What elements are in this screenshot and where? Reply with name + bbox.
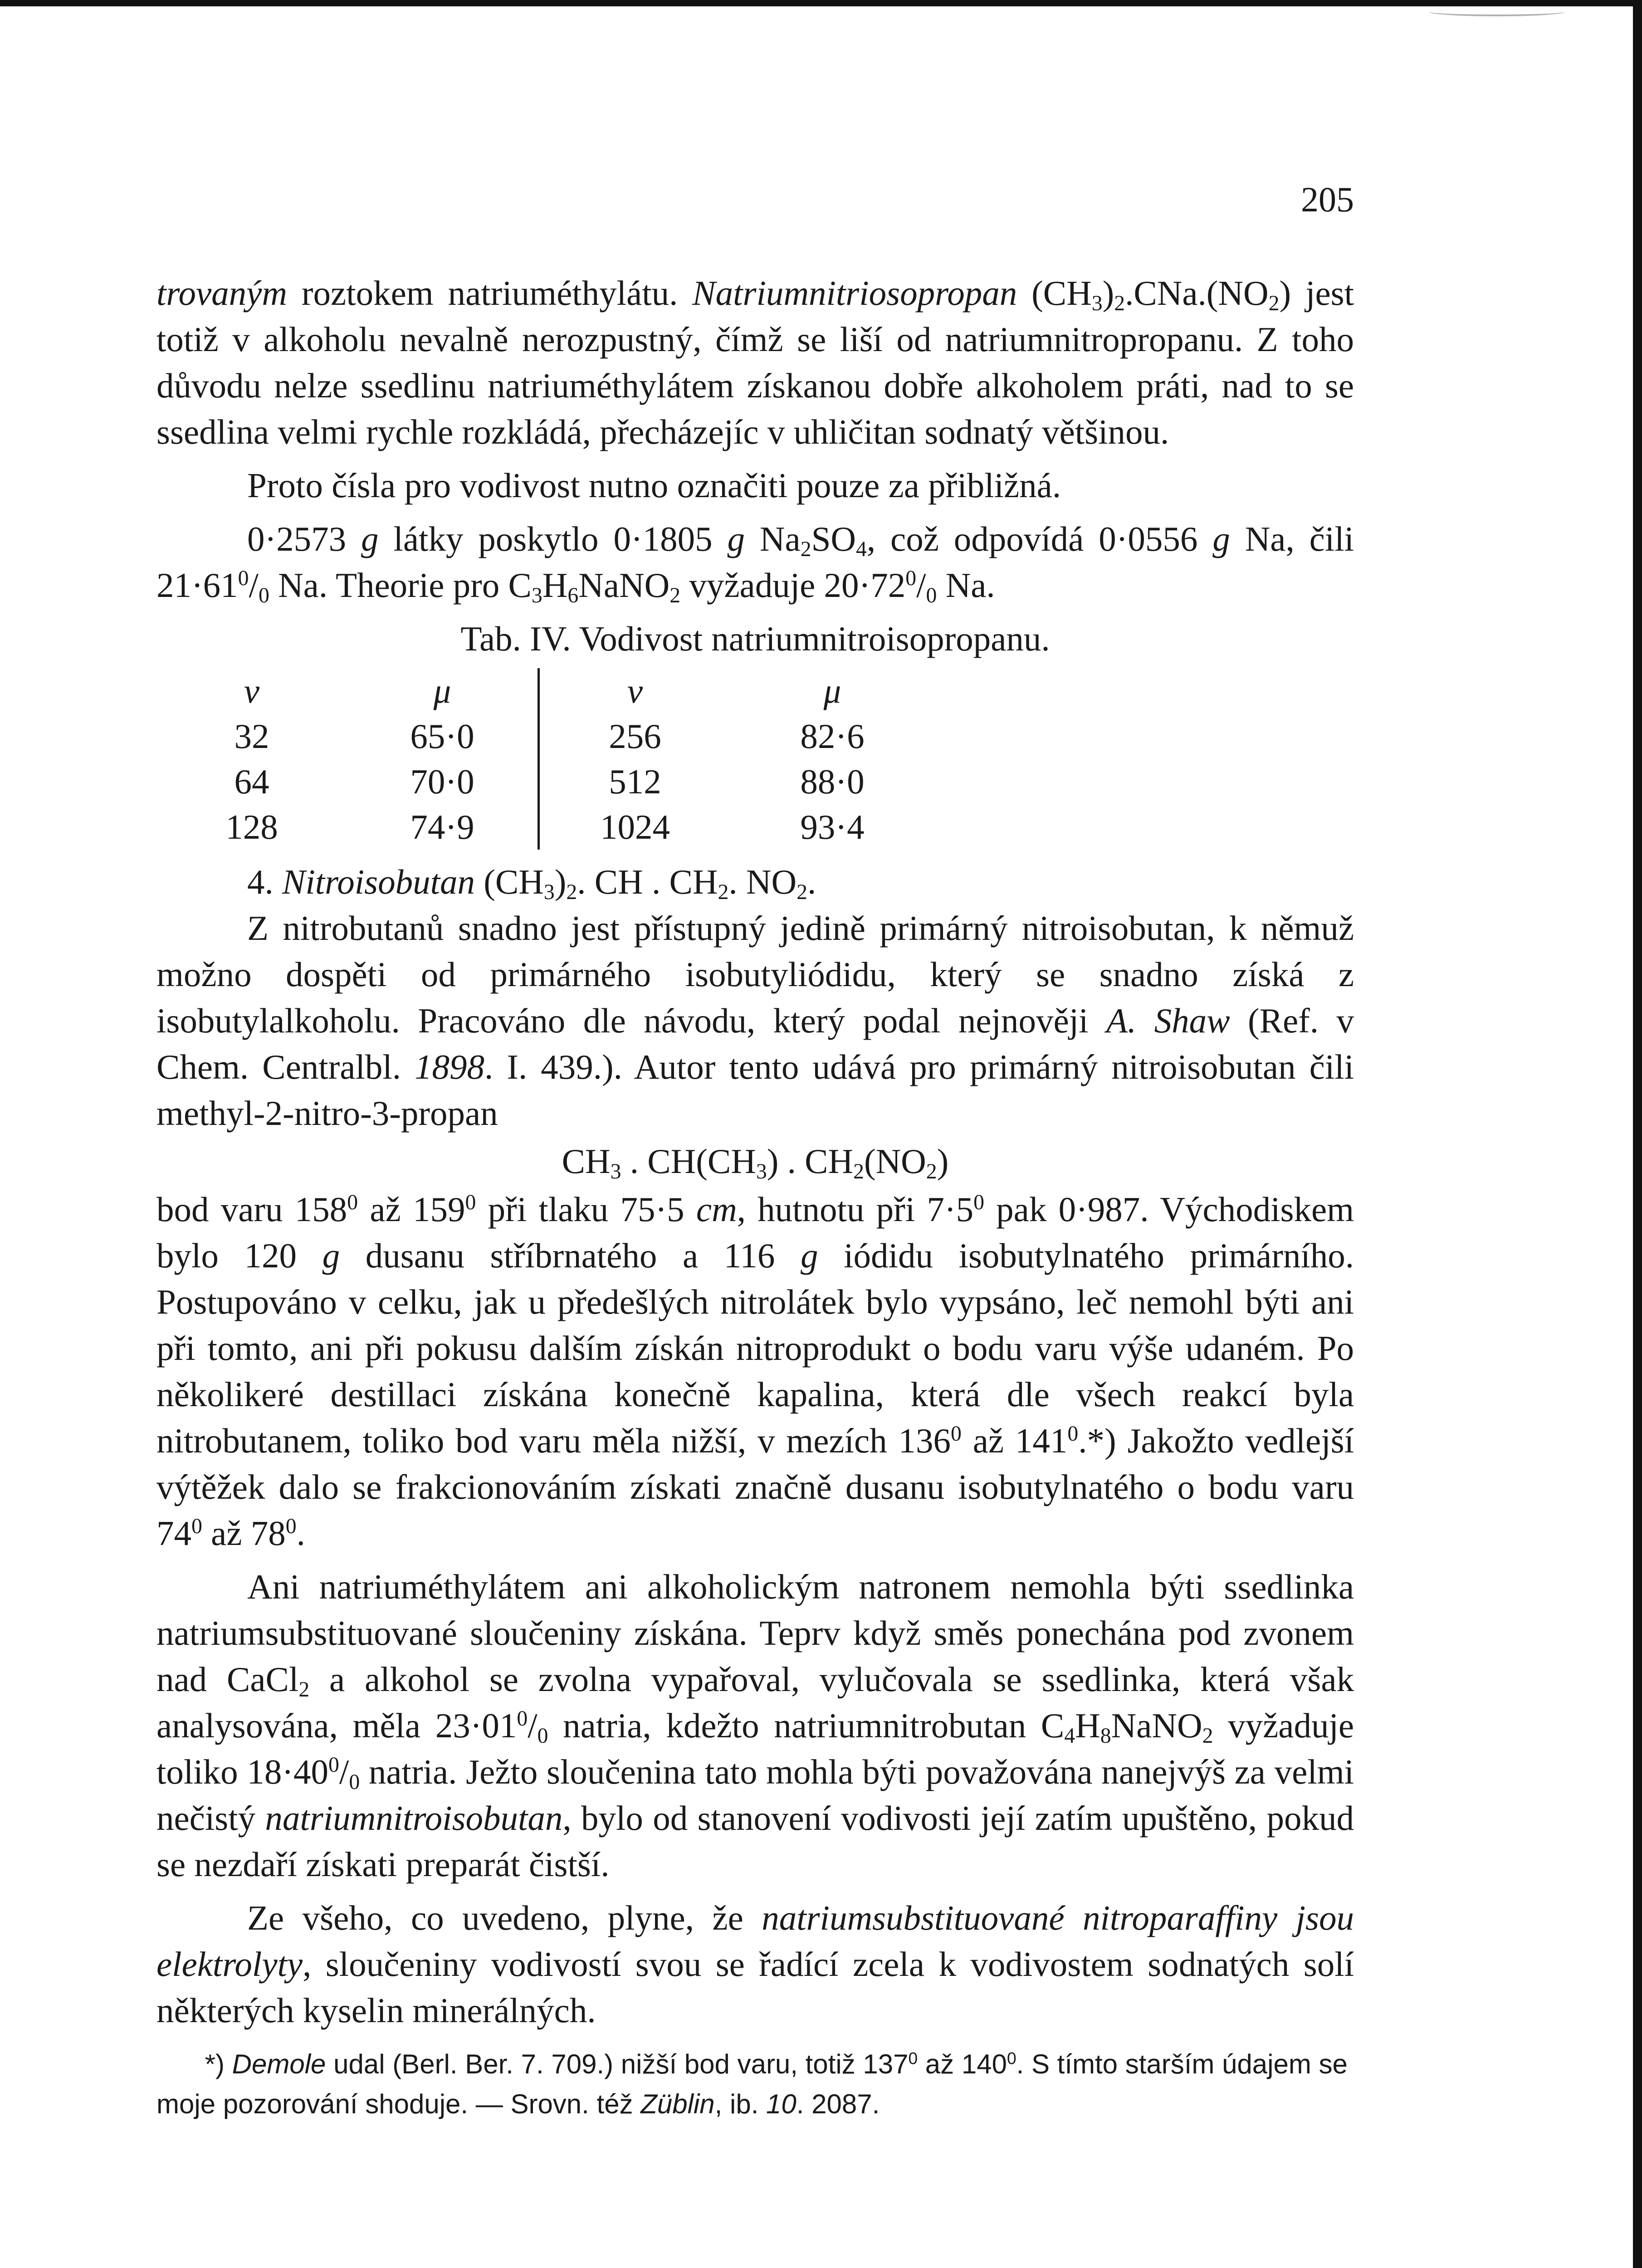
text: , hutnotu při 7·5 [737,1190,974,1229]
text: Na, čili 21·61 [156,519,1354,605]
text: . I. 439.). Autor tento udává pro primárný nitroisobutan čili methyl-2-nitro-3-propan [156,1047,1354,1133]
text: (Ref. v Chem. Centralbl. [156,1001,1354,1086]
subscript: 3 [531,583,542,607]
subscript: 2 [800,537,811,561]
subscript: 3 [543,880,555,904]
text: až 159 [358,1190,465,1229]
subscript: 2 [718,880,729,904]
subscript: 0 [258,583,269,607]
text: Na [745,519,801,558]
text: . [296,1514,305,1553]
subscript: 2 [797,880,807,904]
text: , sloučeniny vodivostí svou se řadící zcela k vodivostem sodnatých solí některých kyselin minerálných. [156,1945,1354,2030]
text: . [807,862,816,901]
superscript: 0 [328,1752,339,1777]
body-text [156,270,1354,2124]
text: roztokem natriuméthylátu. [287,274,693,313]
author-name: A. Shaw [1106,1001,1230,1040]
text: iódidu isobutylnatého primárního. Postupováno v celku, jak u předešlých nitrolátek bylo vypsáno, leč nemohl býti ani při tomto, ani při pokusu dalším získán nitroprodukt o bodu varu výše udaném. Po několikeré destillaci získána konečně kapalina, která dle všech reakcí byla nitrobutanem, toliko bod varu měla nižší, v mezích 136 [156,1236,1354,1460]
text: , bylo od stanovení vodivosti její zatím upuštěno, pokud se nezdaří získati preparát čistší. [156,1799,1354,1884]
text: vyžaduje toliko 18·40 [156,1706,1354,1791]
section-heading-4 [156,859,1354,905]
table-header-row [156,668,934,714]
superscript: 0 [191,1514,202,1538]
year: 1898 [415,1047,485,1086]
text: NaNO [578,566,670,605]
text: natria. Ježto sloučenina tato mohla býti považována nanejvýš za velmi nečistý [156,1752,1354,1838]
table-cell: 74·9 [410,807,474,846]
text: H [542,566,568,605]
text: až 78 [202,1514,286,1553]
header-v: v [244,671,260,710]
conductivity-table [156,668,934,850]
text: (CH [1017,274,1092,313]
text: látky poskytlo 0·1805 [378,519,728,558]
table-row [156,804,934,850]
text: Ani natriuméthylátem ani alkoholickým natronem nemohla býti ssedlinka natriumsubstituované sloučeniny získána. Teprv když směs ponechána pod zvonem nad CaCl [156,1567,1354,1699]
subscript: 0 [349,1769,360,1794]
scan-edge-right [1633,0,1642,2268]
text: ) . CH [767,1142,854,1181]
table-row [156,714,934,759]
text: H [1075,1706,1100,1745]
table-cell: 256 [539,714,731,759]
text: 0·2573 [247,519,362,558]
text: , což odpovídá 0·0556 [866,519,1213,558]
subscript: 2 [298,1677,310,1701]
conclusion-emphasis: natriumsubstituované nitroparaffiny jsou elektrolyty [156,1898,1354,1984]
table-cell: 65·0 [410,717,474,756]
table-cell: 88·0 [800,762,865,801]
subscript: 0 [537,1723,548,1748]
unit: g [322,1236,340,1275]
text: Na. Theorie pro C [269,566,532,605]
text: . S tímto starším údajem se moje pozorování shoduje. — Srovn. též [156,2049,1348,2119]
unit: g [727,519,745,558]
table-cell: 82·6 [800,717,865,756]
subscript: 3 [756,1159,767,1183]
text: / [528,1706,538,1745]
unit: g [361,519,379,558]
compound-name: Natriumnitriosopropan [692,274,1017,313]
text: až 140 [918,2049,1007,2079]
table-cell: 93·4 [800,807,865,846]
scan-edge-top [0,0,1642,6]
text: SO [811,519,856,558]
text: / [916,566,926,605]
table-caption: Tab. IV. Vodivost natriumnitroisopropanu. [460,619,1050,658]
footnote [156,2044,1354,2124]
author-name: Züblin [640,2089,715,2119]
author-name: Demole [232,2049,326,2079]
text: až 141 [961,1421,1068,1460]
text: dusanu stříbrnatého a 116 [340,1236,801,1275]
subscript: 3 [1091,291,1103,315]
paragraph-3 [156,516,1354,608]
subscript: 2 [1114,291,1125,315]
text: a alkohol se zvolna vypařoval, vylučovala se ssedlinka, která však analysována, měla 23·01 [156,1660,1354,1745]
text: . NO [728,862,797,901]
table-cell: 1024 [539,804,731,850]
subscript: 3 [610,1159,621,1183]
subscript: 0 [926,583,937,607]
text: Z nitrobutanů snadno jest přístupný jedině primárný nitroisobutan, k němuž možno dospěti od primárného isobutyliódidu, který se snadno získá z isobutylalkoholu. Pracováno dle návodu, který podal nejnověji [156,909,1354,1040]
scan-smudge [1429,7,1565,16]
text: , ib. [714,2089,767,2119]
subscript: 2 [566,880,577,904]
paragraph-6 [156,1564,1354,1887]
text: / [249,566,259,605]
header-v: v [539,668,731,714]
text: natria, kdežto natriumnitrobutan C [548,1706,1065,1745]
superscript: 0 [238,566,249,590]
paragraph-5 [156,1186,1354,1556]
text: Na. [937,566,995,605]
subscript: 2 [926,1159,937,1183]
superscript: 0 [465,1190,476,1214]
text: ) [1102,274,1114,313]
section-title: Nitroisobutan [282,862,475,901]
footnote-mark: *) [205,2049,225,2079]
subscript: 2 [1202,1723,1213,1748]
table-cell: 70·0 [410,762,474,801]
text: . CH(CH [621,1142,756,1181]
superscript: 0 [905,566,917,590]
text: vyžaduje 20·72 [680,566,906,605]
paragraph-7 [156,1895,1354,2033]
volume: 10 [766,2089,797,2119]
table-cell: 512 [539,759,731,804]
table-cell: 64 [234,762,269,801]
text: (CH [475,862,544,901]
text: ) [554,862,567,901]
unit: cm [696,1190,737,1229]
text: NaNO [1111,1706,1202,1745]
compound-name: natriumnitroisobutan [265,1799,563,1838]
superscript: 0 [951,1421,962,1446]
superscript: 0 [517,1706,528,1730]
text: .*) Jakožto vedlejší výtěžek dalo se frakcionováním získati značně dusanu isobutylnatého o bodu varu 74 [156,1421,1354,1553]
text: . 2087. [796,2089,880,2119]
text: (NO [864,1142,926,1181]
superscript: 0 [1067,1421,1079,1446]
text: udal (Berl. Ber. 7. 709.) nižší bod varu, totiž 137 [326,2049,909,2079]
text: . CH . CH [577,862,718,901]
text: Ze všeho, co uvedeno, plyne, že [247,1898,762,1937]
subscript: 2 [1268,291,1280,315]
unit: g [801,1236,818,1275]
paragraph-2: Proto čísla pro vodivost nutno označiti pouze za přibližná. [247,466,1061,505]
superscript: 0 [1007,2048,1016,2068]
text: ) jest totiž v alkoholu nevalně nerozpustný, čímž se liší od natriumnitropropanu. Z toho důvodu nelze ssedlinu natriuméthylátem získanou dobře alkoholem práti, nad to se ssedlina velmi rychle rozkládá, přecházejíc v uhličitan sodnatý většinou. [156,274,1354,451]
subscript: 4 [856,537,867,561]
text: .CNa.(NO [1125,274,1269,313]
text: bod varu 158 [156,1190,347,1229]
superscript: 0 [347,1190,358,1214]
text: / [339,1752,349,1791]
paragraph-1 [156,270,1354,455]
paragraph-4 [156,905,1354,1136]
superscript: 0 [285,1514,297,1538]
subscript: 4 [1064,1723,1075,1748]
section-number: 4. [247,862,274,901]
subscript: 2 [853,1159,864,1183]
italic-word: trovaným [156,274,287,313]
header-mu: μ [433,671,451,710]
structural-formula [156,1138,1354,1184]
subscript: 6 [567,583,579,607]
header-mu: μ [823,671,841,710]
text: pak 0·987. Východiskem bylo 120 [156,1190,1354,1275]
subscript: 2 [670,583,681,607]
text: ) [937,1142,949,1181]
subscript: 8 [1100,1723,1111,1748]
table-row [156,759,934,804]
table-cell: 32 [234,717,269,756]
text: při tlaku 75·5 [476,1190,696,1229]
page-number: 205 [1301,180,1354,219]
table-cell: 128 [225,807,278,846]
superscript: 0 [908,2048,918,2068]
superscript: 0 [973,1190,984,1214]
unit: g [1212,519,1230,558]
text: CH [562,1142,611,1181]
